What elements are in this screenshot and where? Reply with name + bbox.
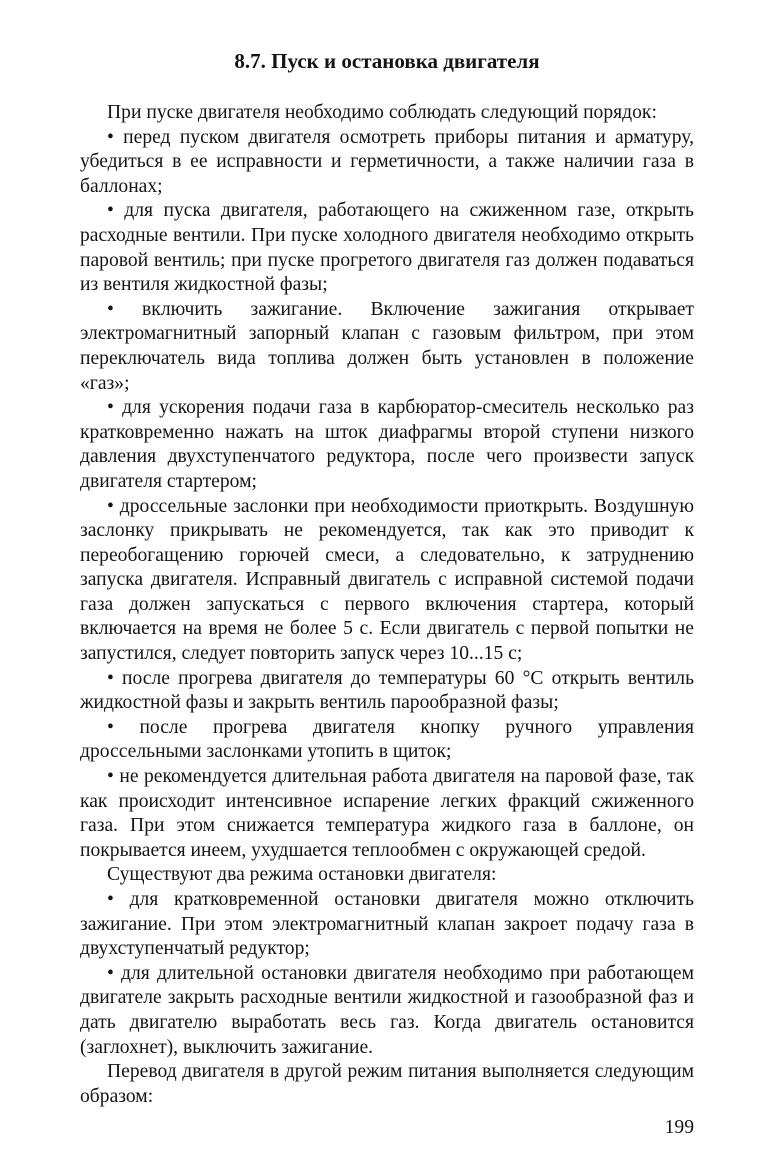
paragraph-long-stop: • для длительной остановки двигателя необходимо при работающем двигателе закрыть расходные вентили жидкостной и газообразной фаз и дать двигателю выработать весь газ. Когда двигатель остановится (заглохнет), выключить зажигание. [80, 962, 694, 1058]
paragraph-intro: При пуске двигателя необходимо соблюдать следующий порядок: [107, 102, 657, 123]
page-number: 199 [664, 1117, 694, 1138]
paragraph-vapor-phase-warning: • не рекомендуется длительная работа двигателя на паровой фазе, так как происходит интенсивное испарение легких фракций сжиженного газа. При этом снижается температура жидкого газа в баллоне, он покрывается инеем, ухудшается теплообмен с окружающей средой. [80, 766, 694, 861]
paragraph-open-valves: • для пуска двигателя, работающего на сжиженном газе, открыть расходные вентили. При пуске холодного двигателя необходимо открыть паровой вентиль; при пуске прогретого двигателя газ должен подаваться из вентиля жидкостной фазы; [80, 200, 694, 296]
section-heading: 8.7. Пуск и остановка двигателя [234, 49, 540, 73]
paragraph-ignition-on: • включить зажигание. Включение зажигания открывает электромагнитный запорный клапан с газовым фильтром, при этом переключатель вида топлива должен быть установлен в положение «газ»; [80, 298, 694, 394]
page-body [80, 38, 694, 1109]
paragraph-after-warmup-valves: • после прогрева двигателя до температуры 60 °С открыть вентиль жидкостной фазы и закрыть вентиль парообразной фазы; [80, 667, 694, 714]
paragraph-accelerate-gas-supply: • для ускорения подачи газа в карбюратор-смеситель несколько раз кратковременно нажать на шток диафрагмы второй ступени низкого давления двухступенчатого редуктора, после чего произвести запуск двигателя стартером; [80, 397, 694, 492]
paragraph-throttle-valves: • дроссельные заслонки при необходимости приоткрыть. Воздушную заслонку прикрывать не рекомендуется, так как это приводит к переобогащению горючей смеси, а следовательно, к затруднению запуска двигателя. Исправный двигатель с исправной системой подачи газа должен запускаться с первого включения стартера, который включается на время не более 5 с. Если двигатель с первой попытки не запустился, следует повторить запуск через 10...15 с; [80, 495, 694, 665]
paragraph-after-warmup-button: • после прогрева двигателя кнопку ручного управления дроссельными заслонками утопить в щиток; [80, 716, 694, 763]
paragraph-stop-modes-intro: Существуют два режима остановки двигателя: [107, 864, 497, 886]
paragraph-switch-mode: Перевод двигателя в другой режим питания выполняется следующим образом: [80, 1061, 694, 1107]
paragraph-short-stop: • для кратковременной остановки двигателя можно отключить зажигание. При этом электромагнитный клапан закроет подачу газа в двухступенчатый редуктор; [80, 889, 694, 960]
paragraph-inspect-equipment: • перед пуском двигателя осмотреть приборы питания и арматуру, убедиться в ее исправности и герметичности, а также наличии газа в баллонах; [80, 126, 694, 197]
